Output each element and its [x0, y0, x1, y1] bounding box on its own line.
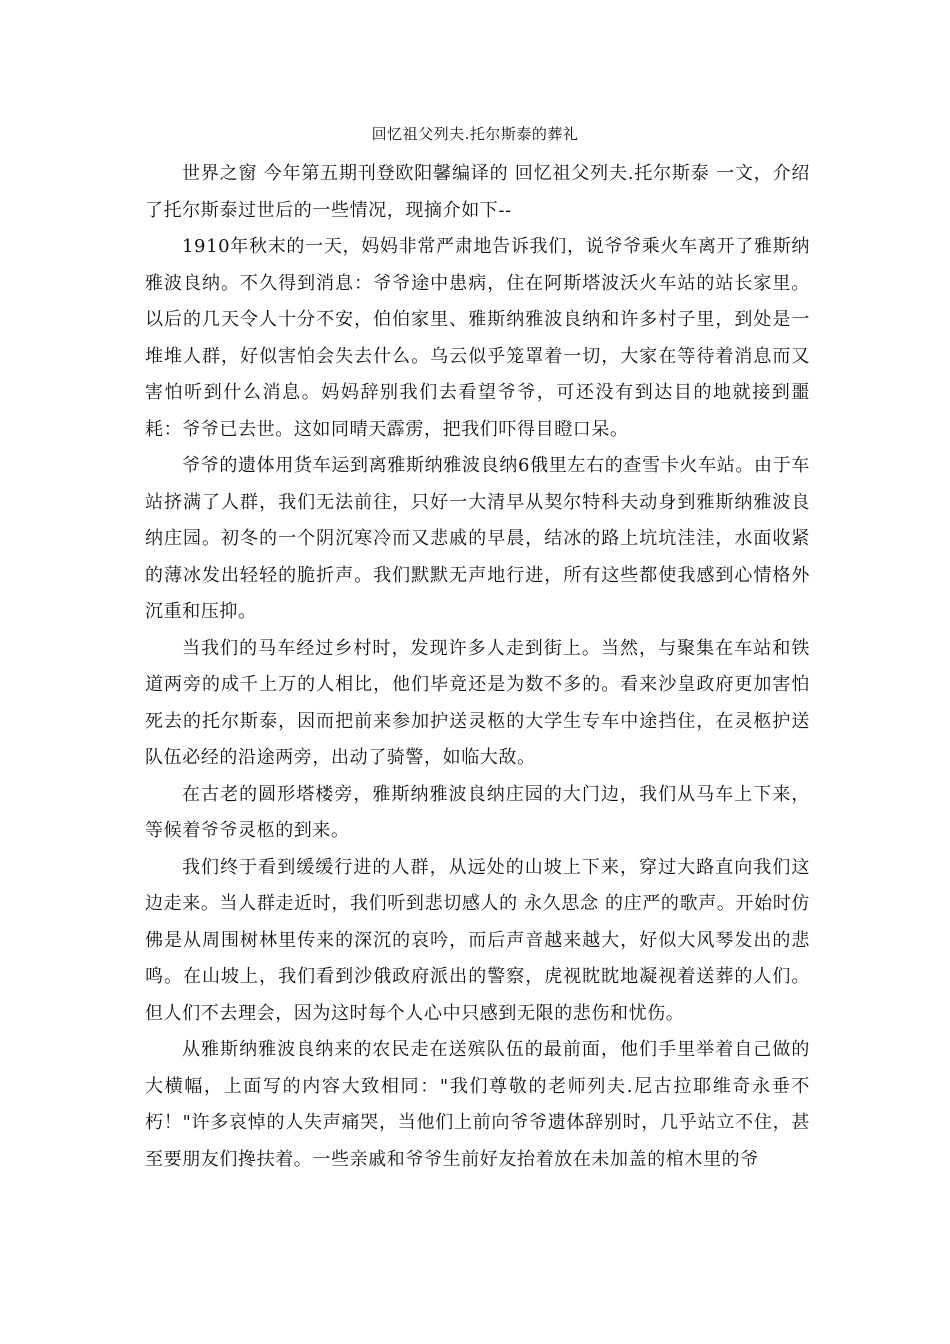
paragraph-procession: 我们终于看到缓缓行进的人群，从远处的山坡上下来，穿过大路直向我们这边走来。当人群走近时，我们听到悲切感人的 永久思念 的庄严的歌声。开始时仿佛是从周围树林里传来的深沉的哀吟，而后声音越来越大，好似大风琴发出的悲鸣。在山坡上，我们看到沙俄政府派出的警察，虎视眈眈地凝视着送葬的人们。但人们不去理会，因为这时每个人心中只感到无限的悲伤和忧伤。: [145, 856, 810, 1024]
paragraph-village: 当我们的马车经过乡村时，发现许多人走到街上。当然，与聚集在车站和铁道两旁的成千上万的人相比，他们毕竟还是为数不多的。看来沙皇政府更加害怕死去的托尔斯泰，因而把前来参加护送灵柩的大学生专车中途挡住，在灵柩护送队伍必经的沿途两旁，出动了骑警，如临大敌。: [145, 637, 810, 768]
paragraph-journey: 爷爷的遗体用货车运到离雅斯纳雅波良纳6俄里左右的查雪卡火车站。由于车站挤满了人群，我们无法前往，只好一大清早从契尔特科夫动身到雅斯纳雅波良纳庄园。初冬的一个阴沉寒冷而又悲戚的早晨，结冰的路上坑坑洼洼，水面收紧的薄冰发出轻轻的脆折声。我们默默无声地行进，所有这些都使我感到心情格外沉重和压抑。: [145, 455, 810, 622]
paragraph-intro: 世界之窗 今年第五期刊登欧阳馨编译的 回忆祖父列夫.托尔斯泰 一文，介绍了托尔斯泰过世后的一些情况，现摘介如下--: [145, 163, 810, 221]
paragraph-news-of-death: 1910年秋末的一天，妈妈非常严肃地告诉我们，说爷爷乘火车离开了雅斯纳雅波良纳。不久得到消息：爷爷途中患病，住在阿斯塔波沃火车站的站长家里。以后的几天令人十分不安，伯伯家里、雅斯纳雅波良纳和许多村子里，到处是一堆堆人群，好似害怕会失去什么。乌云似乎笼罩着一切，大家在等待着消息而又害怕听到什么消息。妈妈辞别我们去看望爷爷，可还没有到达目的地就接到噩耗：爷爷已去世。这如同晴天霹雳，把我们吓得目瞪口呆。: [145, 236, 810, 440]
paragraph-waiting: 在古老的圆形塔楼旁，雅斯纳雅波良纳庄园的大门边，我们从马车上下来，等候着爷爷灵柩的到来。: [145, 783, 810, 841]
paragraph-peasants: 从雅斯纳雅波良纳来的农民走在送殡队伍的最前面，他们手里举着自己做的大横幅，上面写的内容大致相同："我们尊敬的老师列夫.尼古拉耶维奇永垂不朽！"许多哀悼的人失声痛哭，当他们上前向爷爷遗体辞别时，几乎站立不住，甚至要朋友们搀扶着。一些亲戚和爷爷生前好友抬着放在未加盖的棺木里的爷: [145, 1039, 810, 1170]
document-title: 回忆祖父列夫.托尔斯泰的葬礼: [371, 125, 579, 143]
article-body: [145, 156, 810, 1178]
